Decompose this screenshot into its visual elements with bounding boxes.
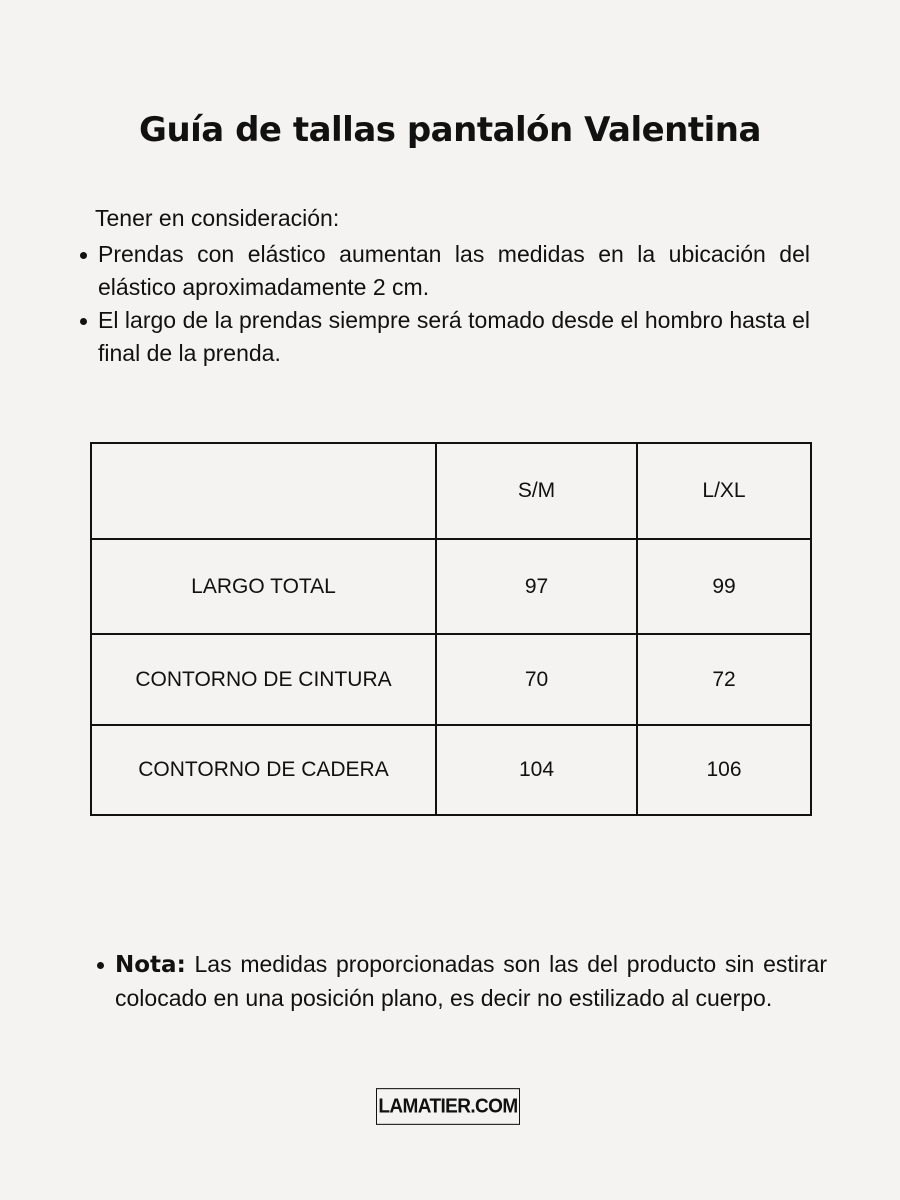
cell-value: 99 — [637, 539, 811, 634]
header-cell-empty — [91, 443, 436, 539]
cell-value: 104 — [436, 725, 637, 815]
list-item: Prendas con elástico aumentan las medidas en la ubicación del elástico aproximadamente 2 cm. — [98, 238, 810, 304]
considerations-list — [98, 238, 810, 370]
row-label: CONTORNO DE CINTURA — [91, 634, 436, 725]
header-cell-sm: S/M — [436, 443, 637, 539]
size-table — [90, 442, 812, 816]
note-text: Las medidas proporcionadas son las del producto sin estirar colocado en una posición plano, es decir no estilizado al cuerpo. — [115, 951, 827, 1011]
cell-value: 72 — [637, 634, 811, 725]
cell-value: 70 — [436, 634, 637, 725]
row-label: LARGO TOTAL — [91, 539, 436, 634]
header-cell-lxl: L/XL — [637, 443, 811, 539]
table-row — [91, 539, 811, 634]
brand-logo — [376, 1088, 520, 1125]
table-header-row — [91, 443, 811, 539]
list-item: El largo de la prendas siempre será tomado desde el hombro hasta el final de la prenda. — [98, 304, 810, 370]
table-row — [91, 725, 811, 815]
row-label: CONTORNO DE CADERA — [91, 725, 436, 815]
note-list — [115, 948, 827, 1015]
cell-value: 97 — [436, 539, 637, 634]
page-title: Guía de tallas pantalón Valentina — [139, 110, 761, 150]
brand-logo-text: LAMATIER.COM — [378, 1094, 518, 1117]
table-row — [91, 634, 811, 725]
cell-value: 106 — [637, 725, 811, 815]
note-item — [115, 948, 827, 1015]
note-label: Nota: — [115, 952, 186, 978]
intro-text: Tener en consideración: — [95, 205, 340, 231]
